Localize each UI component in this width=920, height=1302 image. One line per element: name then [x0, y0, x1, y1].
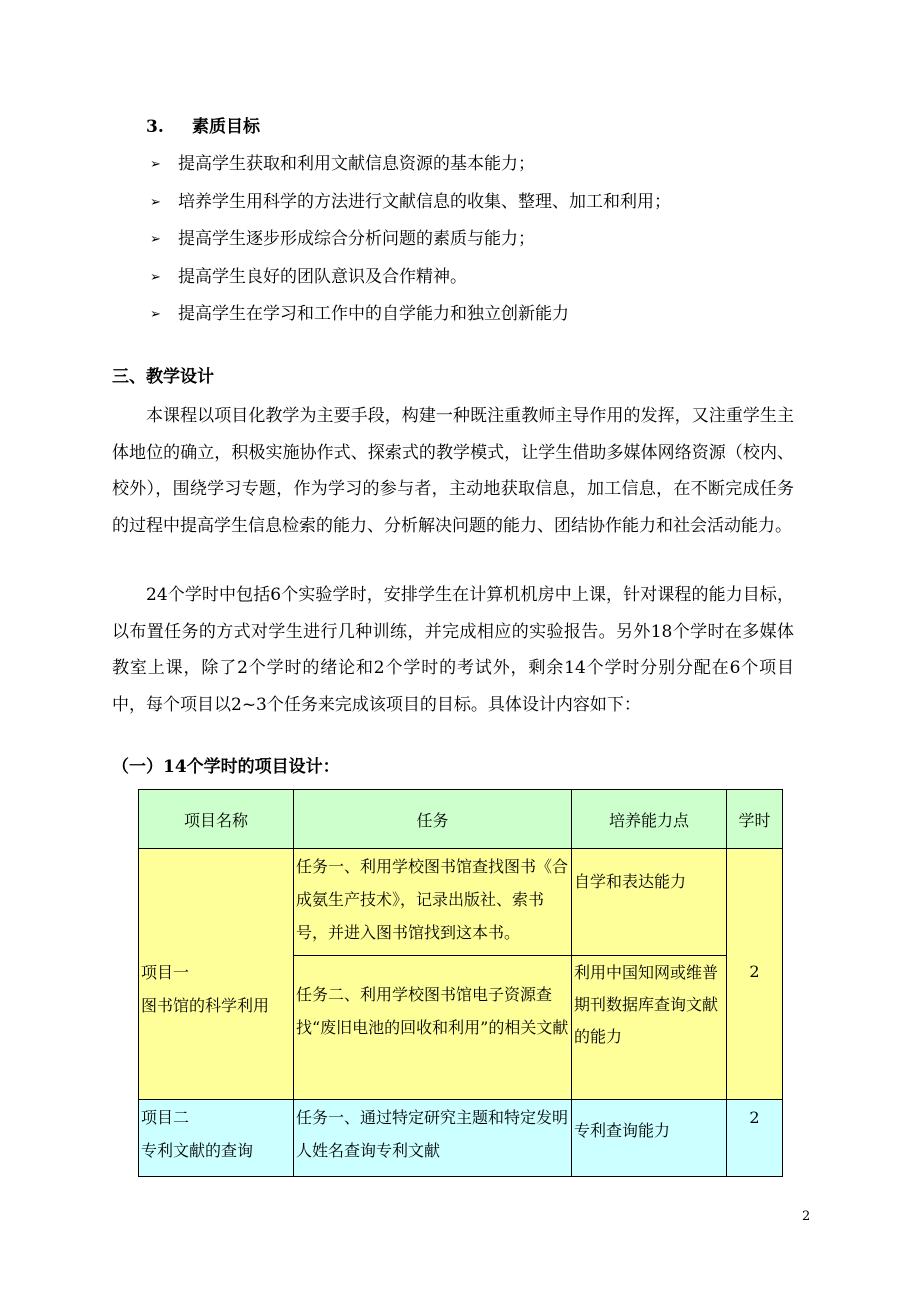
paragraph-teaching-method: 本课程以项目化教学为主要手段，构建一种既注重教师主导作用的发挥，又注重学生主体地位的确立，积极实施协作式、探索式的教学模式，让学生借助多媒体网络资源（校内、校外），围绕学习专题，作为学习的参与者，主动地获取信息，加工信息，在不断完成任务的过程中提高学生信息检索的能力、分析解决问题的能力、团结协作能力和社会活动能力。 — [112, 406, 794, 537]
section-number: 3. — [146, 117, 164, 137]
project1-task1-cell: 任务一、利用学校图书馆查找图书《合成氨生产技术》，记录出版社、索书号，并进入图书馆找到这本书。 — [294, 849, 572, 956]
list-item: ➢ 提高学生在学习和工作中的自学能力和独立创新能力 — [150, 296, 671, 334]
arrow-bullet-icon: ➢ — [150, 307, 161, 322]
project1-hours-cell: 2 — [727, 849, 783, 1100]
arrow-bullet-icon: ➢ — [150, 194, 161, 210]
project2-hours-cell: 2 — [727, 1100, 783, 1177]
project1-name-cell: 项目一 图书馆的科学利用 — [139, 849, 294, 1100]
goal-list — [150, 146, 671, 334]
list-item: ➢ 提高学生良好的团队意识及合作精神。 — [150, 259, 671, 297]
project2-task1-cell: 任务一、通过特定研究主题和特定发明人姓名查询专利文献 — [294, 1100, 572, 1177]
list-item: ➢ 提高学生逐步形成综合分析问题的素质与能力； — [150, 221, 671, 259]
subheading-project-design: （一）14个学时的项目设计： — [112, 757, 340, 777]
header-project-name: 项目名称 — [139, 790, 294, 849]
table-row — [139, 849, 783, 956]
list-item: ➢ 提高学生获取和利用文献信息资源的基本能力； — [150, 146, 671, 184]
arrow-bullet-icon: ➢ — [150, 232, 161, 247]
project1-ability1-cell: 自学和表达能力 — [572, 849, 727, 956]
section-title: 素质目标 — [192, 117, 260, 137]
arrow-bullet-icon: ➢ — [150, 157, 161, 172]
header-task: 任务 — [294, 790, 572, 849]
project2-name-cell: 项目二 专利文献的查询 — [139, 1100, 294, 1177]
header-ability: 培养能力点 — [572, 790, 727, 849]
section-title-teaching-design: 三、教学设计 — [112, 367, 214, 387]
project2-ability1-cell: 专利查询能力 — [572, 1100, 727, 1177]
section-heading-quality-goals — [146, 112, 260, 137]
paragraph-hours-allocation: 24个学时中包括6个实验学时，安排学生在计算机机房中上课，针对课程的能力目标，以布置任务的方式对学生进行几种训练，并完成相应的实验报告。另外18个学时在多媒体教室上课，除了2个学时的绪论和2个学时的考试外，剩余14个学时分别分配在6个项目中，每个项目以2~3个任务来完成该项目的目标。具体设计内容如下： — [112, 585, 794, 716]
list-item: ➢ 培养学生用科学的方法进行文献信息的收集、整理、加工和利用； — [150, 184, 671, 222]
table-header-row — [139, 790, 783, 849]
project1-ability2-cell: 利用中国知网或维普期刊数据库查询文献的能力 — [572, 956, 727, 1100]
header-hours: 学时 — [727, 790, 783, 849]
project1-task2-cell: 任务二、利用学校图书馆电子资源查找“废旧电池的回收和利用”的相关文献 — [294, 956, 572, 1100]
table-row — [139, 1100, 783, 1177]
page-number: 2 — [802, 1209, 811, 1224]
project-design-table — [138, 789, 783, 1177]
arrow-bullet-icon: ➢ — [150, 269, 161, 285]
